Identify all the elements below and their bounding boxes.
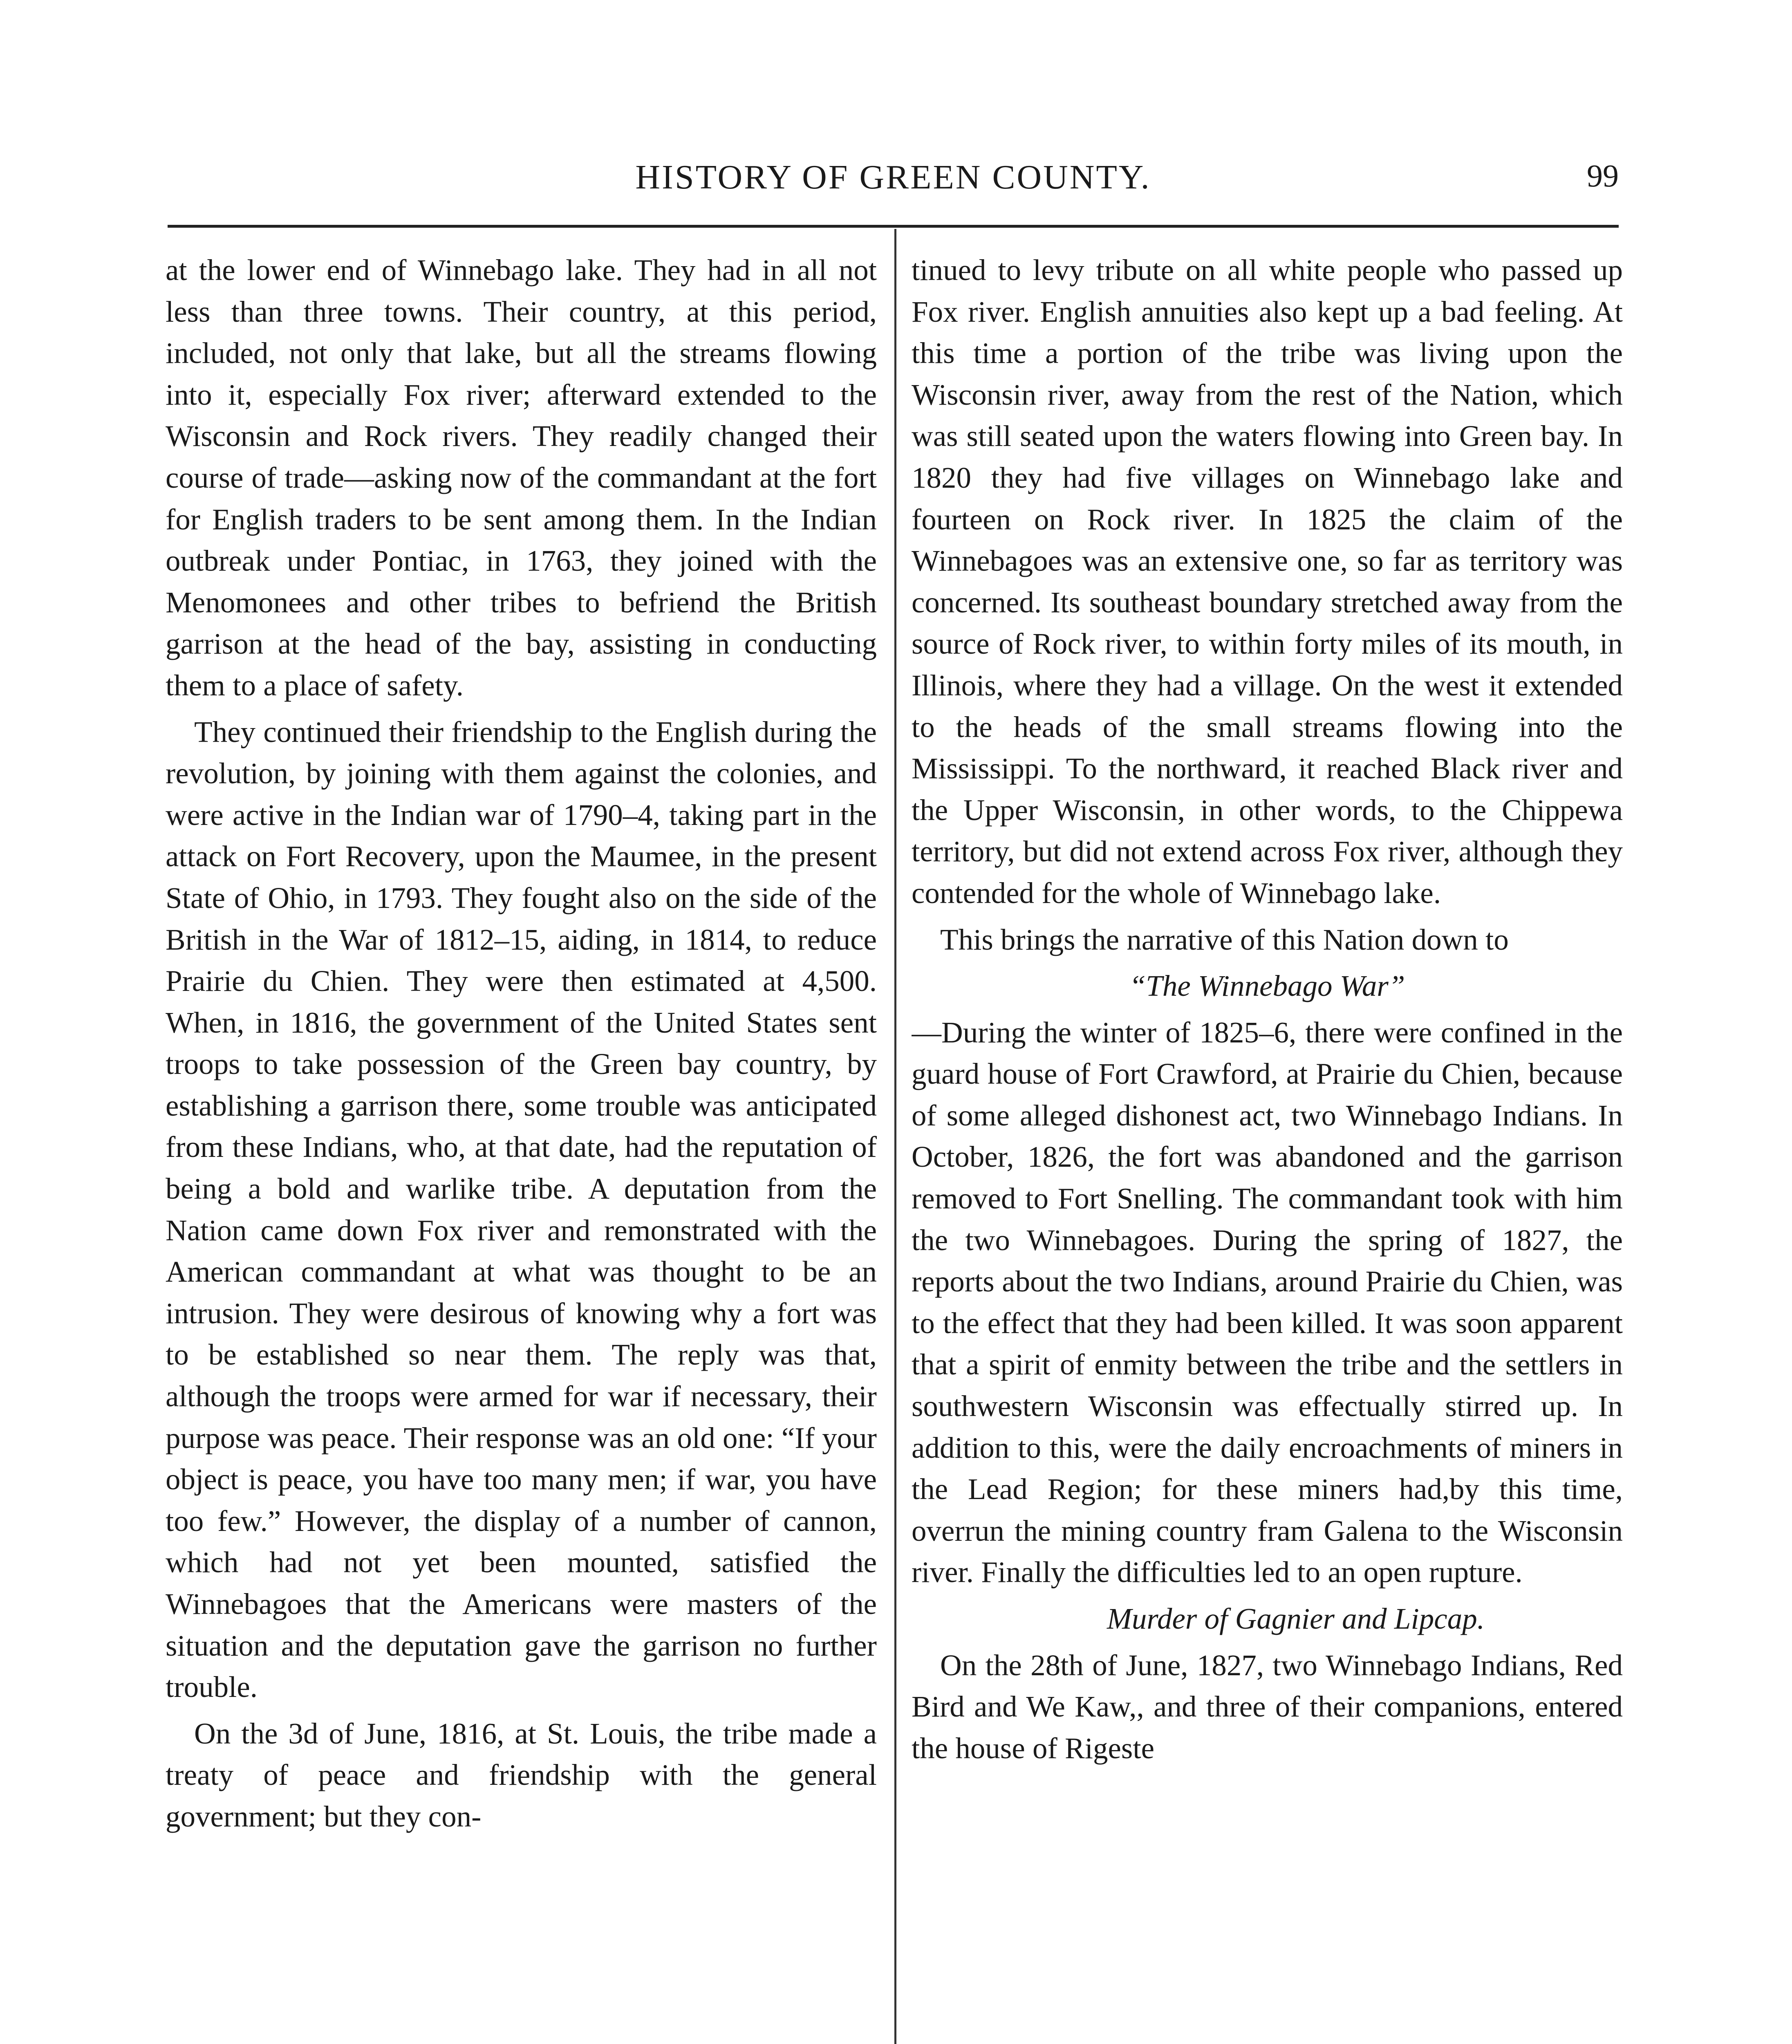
paragraph: —During the winter of 1825–6, there were confined in the guard house of Fort Crawford, at Prairie du Chien, because of some alleged dishonest act, two Winnebago Indians. In October, 1826, the fort was abandoned and the garrison removed to Fort Snelling. The commandant took with him the two Winnebagoes. During the spring of 1827, the reports about the two Indians, around Prairie du Chien, was to the effect that they had been killed. It was soon apparent that a spirit of enmity between the tribe and the settlers in southwestern Wisconsin was effectually stirred up. In addition to this, were the daily encroachments of miners in the Lead Region; for these miners had,by this time, overrun the mining country fram Galena to the Wisconsin river. Finally the difficulties led to an open rupture. bbox=[912, 1015, 1623, 1589]
running-title: HISTORY OF GREEN COUNTY. bbox=[635, 158, 1151, 196]
paragraph: They continued their friendship to the English during the revolution, by joining with them against the colonies, and were active in the Indian war of 1790–4, taking part in the attack on Fort Recovery, upon the Maumee, in the present State of Ohio, in 1793. They fought also on the side of the British in the War of 1812–15, aiding, in 1814, to reduce Prairie du Chien. They were then estimated at 4,500. When, in 1816, the government of the United States sent troops to take possession of the Green bay country, by establishing a garrison there, some trouble was anticipated from these Indians, who, at that date, had the reputation of being a bold and warlike tribe. A deputation from the Nation came down Fox river and remonstrated with the American commandant at what was thought to be an intrusion. They were desirous of knowing why a fort was to be established so near them. The reply was that, although the troops were armed for war if necessary, their purpose was peace. Their response was an old one: “If your object is peace, you have too many men; if war, you have too few.” However, the display of a number of cannon, which had not yet been mounted, satisfied the Winnebagoes that the Americans were masters of the situation and the deputation gave the garrison no further trouble. bbox=[166, 715, 877, 1704]
header-rule bbox=[168, 225, 1619, 228]
right-column bbox=[912, 249, 1623, 2044]
left-column bbox=[166, 249, 877, 2044]
paragraph: On the 28th of June, 1827, two Winnebago Indians, Red Bird and We Kaw,, and three of their companions, entered the house of Rigeste bbox=[912, 1648, 1623, 1765]
paragraph: at the lower end of Winnebago lake. They had in all not less than three towns. Their country, at this period, included, not only that lake, but all the streams flowing into it, especially Fox river; afterward extended to the Wisconsin and Rock rivers. They readily changed their course of trade—asking now of the commandant at the fort for English traders to be sent among them. In the Indian outbreak under Pontiac, in 1763, they joined with the Menomonees and other tribes to befriend the British garrison at the head of the bay, assisting in conducting them to a place of safety. bbox=[166, 253, 877, 702]
paragraph: On the 3d of June, 1816, at St. Louis, the tribe made a treaty of peace and friendship with the general government; but they con- bbox=[166, 1717, 877, 1833]
column-divider bbox=[894, 229, 896, 2044]
running-head bbox=[168, 157, 1619, 202]
section-heading-winnebago-war: “The Winnebago War” bbox=[1129, 969, 1405, 1003]
page-number: 99 bbox=[1587, 158, 1619, 193]
paragraph: This brings the narrative of this Nation down to bbox=[940, 923, 1509, 956]
section-heading-murder: Murder of Gagnier and Lipcap. bbox=[1107, 1602, 1485, 1635]
paragraph: tinued to levy tribute on all white people who passed up Fox river. English annuities also kept up a bad feeling. At this time a portion of the tribe was living upon the Wisconsin river, away from the rest of the Nation, which was still seated upon the waters flowing into Green bay. In 1820 they had five villages on Winnebago lake and fourteen on Rock river. In 1825 the claim of the Winnebagoes was an extensive one, so far as territory was concerned. Its southeast boundary stretched away from the source of Rock river, to within forty miles of its mouth, in Illinois, where they had a village. On the west it extended to the heads of the small streams flowing into the Mississippi. To the northward, it reached Black river and the Upper Wisconsin, in other words, to the Chippewa territory, but did not extend across Fox river, although they contended for the whole of Winnebago lake. bbox=[912, 253, 1623, 910]
